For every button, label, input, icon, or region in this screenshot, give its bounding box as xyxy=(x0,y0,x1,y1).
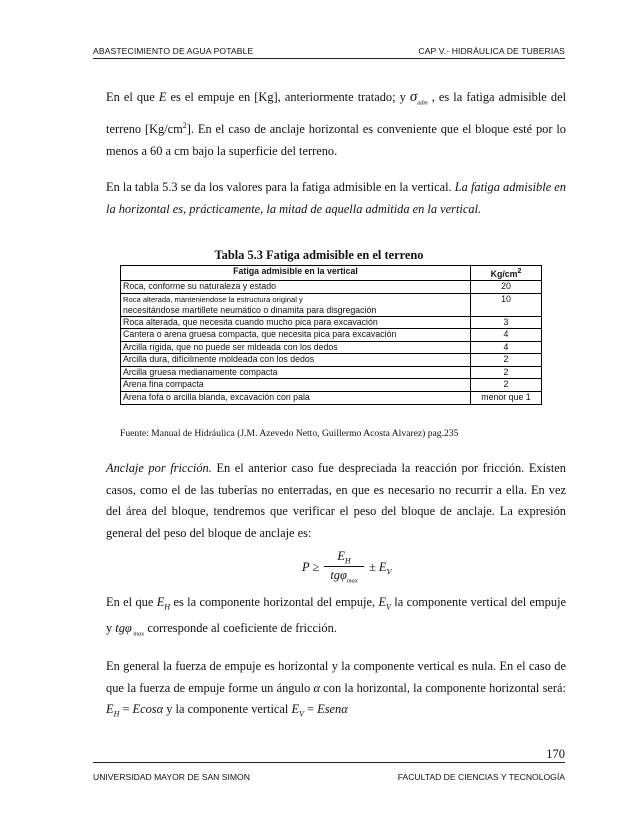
table-header-row xyxy=(121,266,542,281)
paragraph-anclaje-friccion: Anclaje por fricción. En el anterior caso fue despreciada la reacción por fricción. Existen casos, como el de las tuberías no enterradas, en que es necesario no recurrir a ella. En vez del área del bloque, tendremos que verificar el peso del bloque de anclaje. La expresión general del peso del bloque de anclaje es: xyxy=(106,461,567,540)
page-header xyxy=(93,42,565,59)
table-row: Roca alterada, manteniendose la estructura original y necesitándose martillete neumático o dinamita para disgregación 10 xyxy=(121,293,542,316)
footer-left: UNIVERSIDAD MAYOR DE SAN SIMON xyxy=(93,772,250,782)
table-row: Arcilla dura, difícilmente moldeada con los dedos 2 xyxy=(121,354,542,367)
peso-bloque-formula: P ≥ $E_H$ tgφ$_{max}$ ± $E_V$ xyxy=(302,549,392,585)
fraction-bar xyxy=(324,566,364,567)
table-row: Arcilla rígida, que no puede ser mldeada con los dedos 4 xyxy=(121,341,542,354)
sigma-symbol: σ xyxy=(409,89,418,105)
table-row: Arena fofa o arcilla blanda, excavación con pala menor que 1 xyxy=(121,392,542,405)
paragraph-empuje: En el que E es el empuje en [Kg], anteriormente tratado; y $\sigma_{adm}$ , es la fatiga admisible del terreno $[Kg/cm^2]$. En el caso de anclaje horizontal es conveniente que el bloque esté por lo menos a 60 a cm bajo la superficie del terreno. xyxy=(106,89,567,158)
table-row: Roca alterada, que necesita cuando mucho pica para excavación 3 xyxy=(121,316,542,329)
footer-right: FACULTAD DE CIENCIAS Y TECNOLOGÍA xyxy=(397,772,565,782)
header-right: CAP V.- HIDRÁULICA DE TUBERIAS xyxy=(418,46,565,56)
page-footer xyxy=(93,762,565,782)
table-source: Fuente: Manual de Hidráulica (J.M. Azevedo Netto, Guillermo Acosta Alvarez) pag.235 xyxy=(120,428,459,439)
page-number: 170 xyxy=(546,747,565,761)
table-row: Arena fina compacta 2 xyxy=(121,379,542,392)
col-header-unit: $Kg/cm^2$ xyxy=(471,266,542,281)
table-row: Cantera o arena gruesa compacta, que necesita pica para excavación 4 xyxy=(121,329,542,342)
header-left: ABASTECIMIENTO DE AGUA POTABLE xyxy=(93,46,254,56)
table-caption: Tabla 5.3 Fatiga admisible en el terreno xyxy=(214,248,424,262)
table-row: Arcilla gruesa medianamente compacta 2 xyxy=(121,366,542,379)
paragraph-fuerza-empuje: En general la fuerza de empuje es horizontal y la componente vertical es nula. En el caso de que la fuerza de empuje forme un ángulo α con la horizontal, la componente horizontal será: $E_H = Ecos\alpha$ y la componente vertical $E_V$ = Esenα xyxy=(106,659,566,719)
formula-fraction: $E_H$ tgφ$_{max}$ xyxy=(324,549,364,584)
table-row: Roca, conforme su naturaleza y estado 20 xyxy=(121,280,542,293)
fatiga-table xyxy=(120,265,542,405)
col-header-fatiga: Fatiga admisible en la vertical xyxy=(121,266,471,281)
paragraph-tabla-intro: En la tabla 5.3 se da los valores para la fatiga admisible en la vertical. La fatiga admisible en la horizontal es, prácticamente, la mitad de aquella admitida en la vertical. xyxy=(106,180,567,216)
paragraph-componentes: En el que $E_H$ es la componente horizontal del empuje, $E_V$ la componente vertical del empuje y tgφ $_{max}$ corresponde al coeficiente de fricción. xyxy=(106,595,567,638)
